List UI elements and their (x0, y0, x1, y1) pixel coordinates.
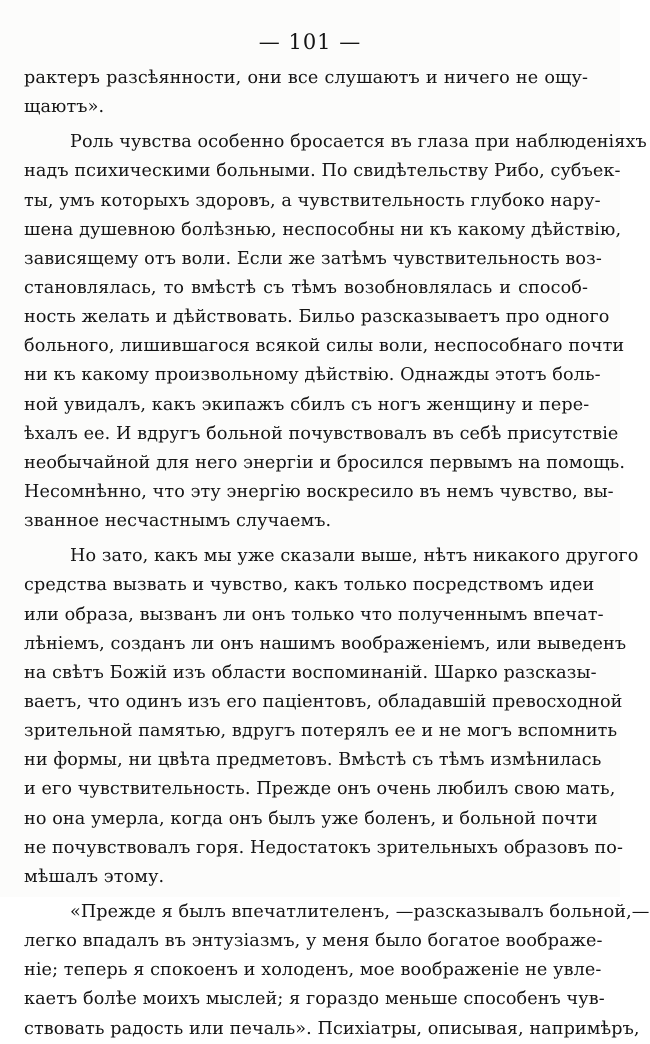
page-number: — 101 — (258, 30, 362, 54)
text-line: рактеръ разсѣянности, они все слушаютъ и ничего не ощу- (24, 68, 588, 88)
text-line: больного, лишившагося всякой силы воли, неспособнаго почти (24, 336, 625, 357)
text-line: легко впадалъ въ энтузіазмъ, у меня было богатое воображе- (24, 931, 603, 952)
text-line: надъ психическими больными. По свидѣтельству Рибо, субъек- (24, 161, 621, 182)
text-line: но она умерла, когда онъ былъ уже боленъ, и больной почти (24, 808, 598, 829)
text-line: ность желать и дѣйствовать. Бильо разсказываетъ про одного (24, 307, 610, 328)
text-line: ни къ какому произвольному дѣйствію. Однажды этотъ боль- (24, 365, 601, 386)
body-text (24, 64, 650, 1044)
text-line: и его чувствительность. Прежде онъ очень любилъ свою мать, (24, 779, 616, 800)
text-line: шена душевною болѣзнью, неспособны ни къ какому дѣйствію, (24, 219, 622, 240)
text-line: званное несчастнымъ случаемъ. (24, 511, 332, 532)
text-line: щаютъ». (24, 97, 105, 118)
text-line: мѣшалъ этому. (24, 866, 165, 887)
text-line: на свѣтъ Божій изъ области воспоминаній. Шарко разсказы- (24, 662, 597, 683)
text-line: не почувствовалъ горя. Недостатокъ зрительныхъ образовъ по- (24, 837, 624, 858)
text-line: становлялась, то вмѣстѣ съ тѣмъ возобновлялась и способ- (24, 277, 588, 298)
text-line: «Прежде я былъ впечатлителенъ, —разсказывалъ больной,— (70, 901, 650, 922)
text-line: ной увидалъ, какъ экипажъ сбилъ съ ногъ женщину и пере- (24, 394, 590, 415)
text-line: ніе; теперь я спокоенъ и холоденъ, мое воображеніе не увле- (24, 960, 602, 981)
text-line: ни формы, ни цвѣта предметовъ. Вмѣстѣ съ тѣмъ измѣнилась (24, 750, 602, 771)
text-line: ствовать радость или печаль». Психіатры, описывая, напримѣръ, (24, 1018, 640, 1039)
text-line: ваетъ, что одинъ изъ его паціентовъ, обладавшій превосходной (24, 691, 623, 712)
text-line: ты, умъ которыхъ здоровъ, а чувствительность глубоко нару- (24, 190, 601, 211)
text-line: ѣхалъ ее. И вдругъ больной почувствовалъ въ себѣ присутствіе (24, 423, 619, 444)
text-line: Роль чувства особенно бросается въ глаза при наблюденіяхъ (70, 132, 647, 153)
text-line: лѣніемъ, созданъ ли онъ нашимъ воображеніемъ, или выведенъ (24, 633, 627, 654)
text-line: Несомнѣнно, что эту энергію воскресило въ немъ чувство, вы- (24, 481, 614, 502)
text-line: или образа, вызванъ ли онъ только что полученнымъ впечат- (24, 604, 604, 625)
text-line: средства вызвать и чувство, какъ только посредствомъ идеи (24, 575, 595, 596)
text-line: зависящему отъ воли. Если же затѣмъ чувствительность воз- (24, 248, 602, 269)
text-line: Но зато, какъ мы уже сказали выше, нѣтъ никакого другого (70, 546, 639, 567)
text-line: каетъ болѣе моихъ мыслей; я гораздо меньше способенъ чув- (24, 989, 605, 1010)
text-line: необычайной для него энергіи и бросился первымъ на помощь. (24, 452, 626, 473)
text-line: зрительной памятью, вдругъ потерялъ ее и не могъ вспомнить (24, 721, 618, 742)
